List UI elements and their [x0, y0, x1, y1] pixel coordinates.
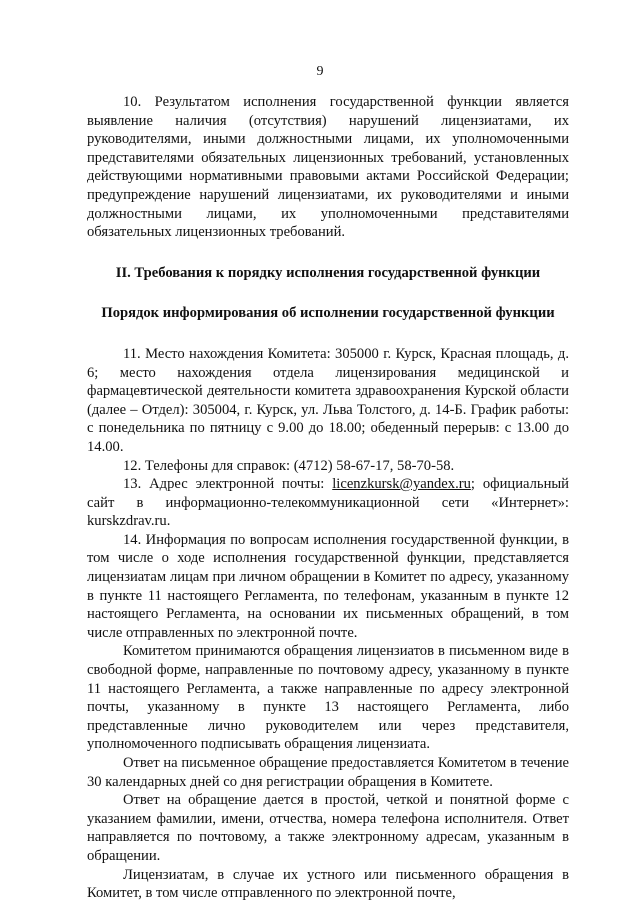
- paragraph-10: 10. Результатом исполнения государственной функции является выявление наличия (отсутствия) нарушений лицензиатами, их руководителями, иными должностными лицами, их уполномоченными представителями обязательных лицензионных требований, установленных действующими нормативными правовыми актами Российской Федерации; предупреждение нарушений лицензиатами, их руководителями и иными должностными лицами, их уполномоченными представителями обязательных лицензионных требований.: [87, 94, 569, 241]
- paragraph-written-requests: Комитетом принимаются обращения лицензиатов в письменном виде в свободной форме, направленные по почтовому адресу, указанному в пункте 11 настоящего Регламента, а также направленные по адресу электронной почты, указанному в пункте 13 настоящего Регламента, либо представленные лично руководителем или через представителя, уполномоченного подписывать обращения лицензиата.: [87, 643, 569, 753]
- subsection-heading: Порядок информирования об исполнении государственной функции: [101, 305, 555, 322]
- paragraph-13-lead: 13. Адрес электронной почты:: [123, 476, 333, 493]
- section-heading: II. Требования к порядку исполнения государственной функции: [115, 264, 541, 281]
- paragraph-11: 11. Место нахождения Комитета: 305000 г. Курск, Красная площадь, д. 6; место нахождения отдела лицензирования медицинской и фармацевтической деятельности комитета здравоохранения Курской области (далее – Отдел): 305004, г. Курск, ул. Льва Толстого, д. 14-Б. График работы: с понедельника по пятницу с 9.00 до 18.00; обеденный перерыв: с 13.00 до 14.00.: [87, 345, 569, 455]
- paragraph-response-term: Ответ на письменное обращение предоставляется Комитетом в течение 30 календарных дней со дня регистрации обращения в Комитете.: [87, 755, 569, 790]
- paragraph-14: 14. Информация по вопросам исполнения государственной функции, в том числе о ходе исполнения государственной функции, представляется лицензиатам лицам при личном обращении в Комитет по адресу, указанному в пункте 11 настоящего Регламента, по телефонам, указанным в пункте 12 настоящего Регламента, на основании их письменных обращений, в том числе отправленных по электронной почте.: [87, 531, 569, 641]
- email-link[interactable]: licenzkursk@yandex.ru: [332, 476, 471, 493]
- document-body: [87, 93, 569, 903]
- paragraph-13-tail: ; официальный сайт в информационно-телекоммуникационной сети «Интернет»: kurskzdrav.ru.: [87, 476, 569, 530]
- paragraph-response-form: Ответ на обращение дается в простой, четкой и понятной форме с указанием фамилии, имени, отчества, номера телефона исполнителя. Ответ направляется по почтовому, а также электронному адресам, указанным в обращении.: [87, 792, 569, 864]
- paragraph-12: 12. Телефоны для справок: (4712) 58-67-17, 58-70-58.: [123, 457, 455, 474]
- page-number: 9: [316, 64, 324, 79]
- paragraph-13: [87, 475, 569, 531]
- paragraph-licensees: Лицензиатам, в случае их устного или письменного обращения в Комитет, в том числе отправленного по электронной почте,: [87, 866, 569, 902]
